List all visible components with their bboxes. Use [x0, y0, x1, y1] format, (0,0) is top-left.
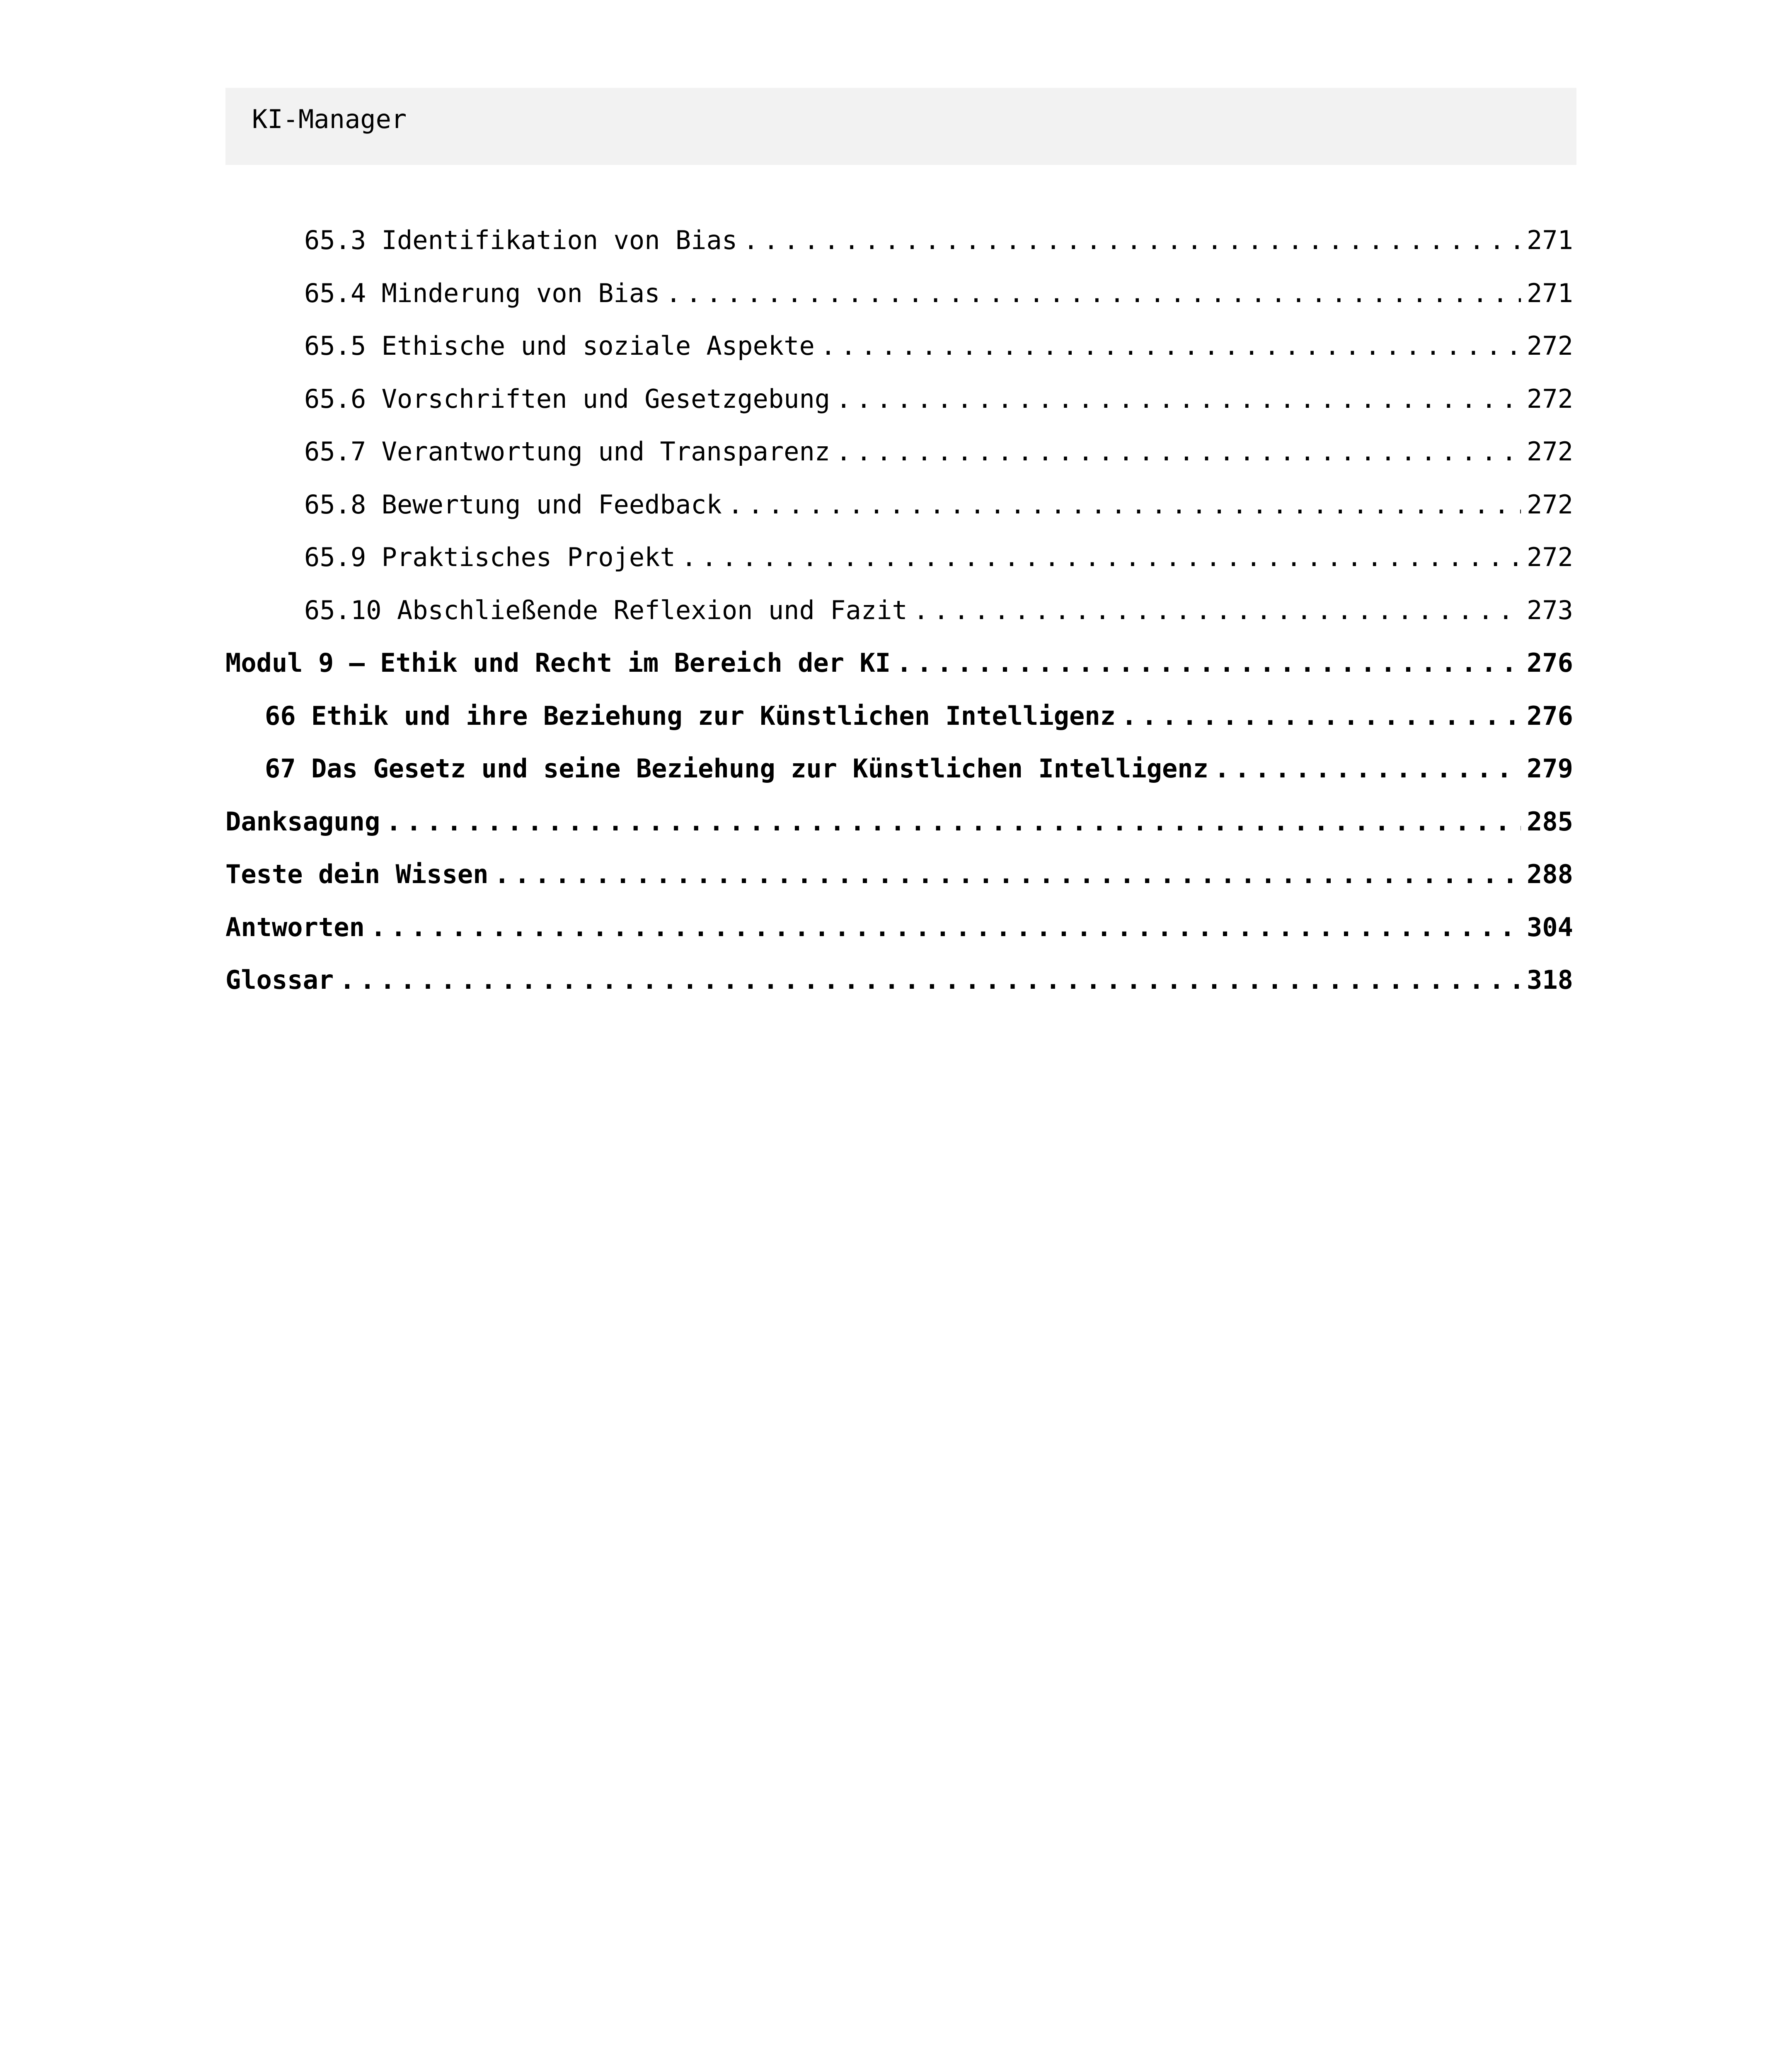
toc-entry[interactable] — [225, 435, 1573, 488]
toc-entry-page: 271 — [1527, 225, 1573, 255]
running-header — [225, 88, 1576, 165]
toc-entry-title: 65.3 Identifikation von Bias — [304, 225, 738, 255]
toc-entry-title: 65.9 Praktisches Projekt — [304, 542, 676, 572]
toc-entry[interactable] — [225, 488, 1573, 541]
toc-entry-title: 67 Das Gesetz und seine Beziehung zur Künstlichen Intelligenz — [265, 753, 1208, 784]
toc-dot-leader — [1214, 752, 1521, 785]
toc-entry-page: 288 — [1527, 859, 1573, 889]
toc-dot-leader — [743, 224, 1521, 257]
toc-dot-leader — [896, 646, 1521, 680]
header-title: KI-Manager — [252, 104, 407, 134]
toc-entry-title: 66 Ethik und ihre Beziehung zur Künstlichen Intelligenz — [265, 700, 1116, 731]
toc-dot-leader — [386, 805, 1521, 838]
toc-dot-leader — [339, 963, 1521, 997]
toc-dot-leader — [494, 858, 1521, 891]
toc-entry-page: 276 — [1527, 700, 1573, 731]
toc-dot-leader — [681, 541, 1521, 574]
toc-entry-page: 272 — [1527, 542, 1573, 572]
toc-entry[interactable] — [225, 700, 1573, 753]
toc-dot-leader — [1121, 700, 1521, 733]
toc-entry-title: 65.10 Abschließende Reflexion und Fazit — [304, 595, 908, 625]
toc-entry-title: 65.5 Ethische und soziale Aspekte — [304, 331, 815, 361]
table-of-contents — [225, 224, 1573, 1017]
toc-entry-page: 273 — [1527, 595, 1573, 625]
toc-dot-leader — [728, 488, 1521, 521]
toc-entry-page: 279 — [1527, 753, 1573, 784]
toc-entry[interactable] — [225, 224, 1573, 277]
toc-dot-leader — [370, 911, 1521, 944]
toc-entry-title: Modul 9 – Ethik und Recht im Bereich der KI — [225, 648, 891, 678]
toc-entry-page: 272 — [1527, 331, 1573, 361]
toc-dot-leader — [836, 382, 1521, 416]
toc-entry-page: 285 — [1527, 806, 1573, 837]
toc-entry-title: Teste dein Wissen — [225, 859, 489, 889]
toc-dot-leader — [666, 277, 1521, 310]
toc-entry[interactable] — [225, 963, 1573, 1017]
toc-entry-title: 65.4 Minderung von Bias — [304, 278, 660, 308]
toc-entry[interactable] — [225, 541, 1573, 594]
toc-entry-title: 65.8 Bewertung und Feedback — [304, 489, 722, 520]
toc-entry-page: 271 — [1527, 278, 1573, 308]
toc-entry[interactable] — [225, 594, 1573, 647]
toc-dot-leader — [821, 329, 1521, 363]
toc-dot-leader — [913, 594, 1521, 627]
toc-entry-title: 65.6 Vorschriften und Gesetzgebung — [304, 383, 830, 414]
toc-entry-title: Glossar — [225, 965, 334, 995]
toc-entry-title: 65.7 Verantwortung und Transparenz — [304, 436, 830, 467]
toc-entry-title: Antworten — [225, 912, 365, 942]
toc-entry[interactable] — [225, 277, 1573, 330]
toc-entry-page: 276 — [1527, 648, 1573, 678]
toc-entry[interactable] — [225, 805, 1573, 858]
toc-entry[interactable] — [225, 646, 1573, 700]
toc-entry-page: 318 — [1527, 965, 1573, 995]
toc-entry[interactable] — [225, 911, 1573, 964]
toc-entry[interactable] — [225, 752, 1573, 805]
toc-entry-page: 304 — [1527, 912, 1573, 942]
toc-dot-leader — [836, 435, 1521, 468]
toc-entry-page: 272 — [1527, 383, 1573, 414]
toc-entry-page: 272 — [1527, 436, 1573, 467]
toc-entry-title: Danksagung — [225, 806, 380, 837]
toc-entry-page: 272 — [1527, 489, 1573, 520]
toc-entry[interactable] — [225, 329, 1573, 382]
toc-entry[interactable] — [225, 858, 1573, 911]
toc-entry[interactable] — [225, 382, 1573, 436]
